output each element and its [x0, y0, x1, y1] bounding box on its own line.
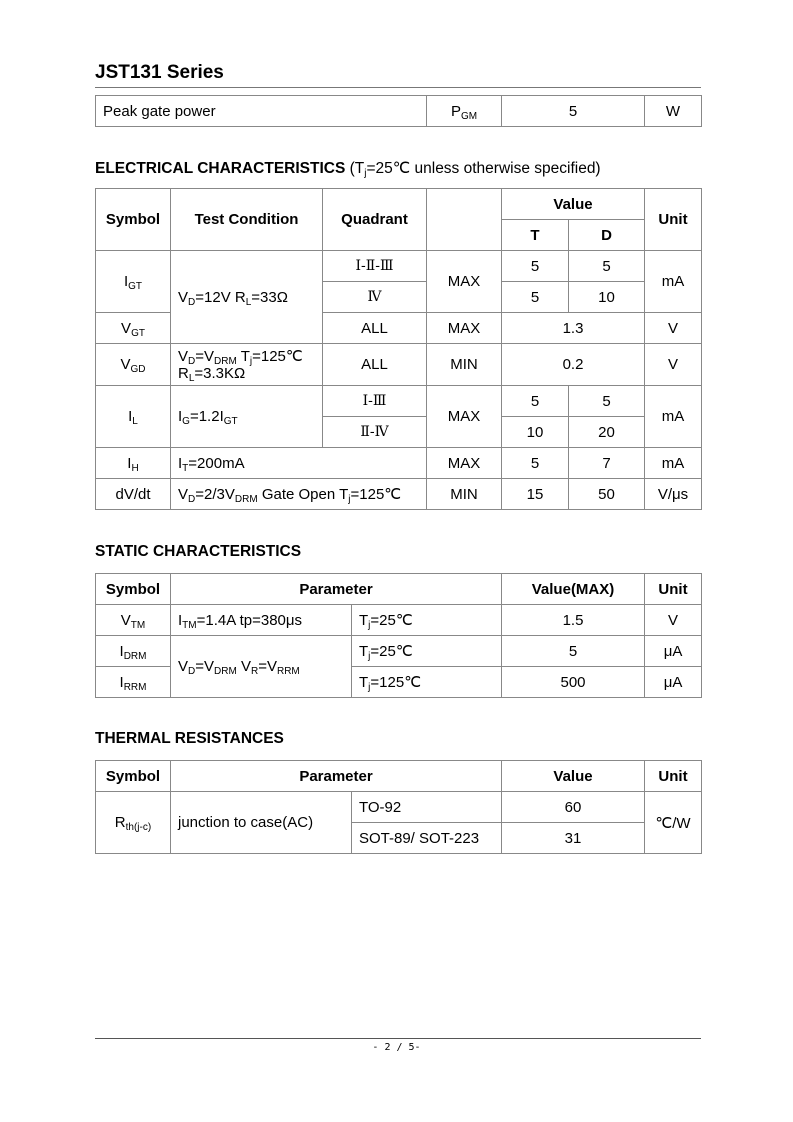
rth-value-1: 60: [502, 792, 645, 823]
dvdt-t-value: 15: [502, 479, 569, 510]
idrm-symbol: $I_{DRM}$: [96, 636, 171, 667]
footer-divider: [95, 1038, 701, 1039]
idrm-unit: μA: [645, 636, 702, 667]
vtm-condition: $I_{TM}=1.4A$ tp=380μs: [171, 605, 352, 636]
vgt-value: 1.3: [502, 313, 645, 344]
il-test-condition: $I_G=1.2I_{GT}$: [171, 386, 323, 448]
igt-vgt-test-condition: $V_D=12V$ $R_L=33\Omega$: [171, 251, 323, 344]
rth-unit: ℃/W: [645, 792, 702, 854]
static-col-header-unit: Unit: [645, 574, 702, 605]
rth-value-2: 31: [502, 823, 645, 854]
igt-quadrant-1: Ⅰ-Ⅱ-Ⅲ: [323, 251, 427, 282]
idrm-temperature: $T_j=25℃$: [352, 636, 502, 667]
vgd-unit: V: [645, 344, 702, 386]
il-quadrant-1: Ⅰ-Ⅲ: [323, 386, 427, 417]
rth-parameter: junction to case(AC): [171, 792, 352, 854]
vtm-temperature: $T_j=25℃$: [352, 605, 502, 636]
igt-quadrant-2: Ⅳ: [323, 282, 427, 313]
vgd-test-condition: $V_D=V_{DRM}$ $T_j=125℃$ $R_L=3.3K\Omega$: [171, 344, 323, 386]
il-t-value-1: 5: [502, 386, 569, 417]
igt-t-value-1: 5: [502, 251, 569, 282]
vgt-limit: MAX: [427, 313, 502, 344]
igt-unit: mA: [645, 251, 702, 313]
idrm-value: 5: [502, 636, 645, 667]
static-col-header-parameter: Parameter: [171, 574, 502, 605]
thermal-col-header-parameter: Parameter: [171, 761, 502, 792]
il-quadrant-2: Ⅱ-Ⅳ: [323, 417, 427, 448]
vgd-limit: MIN: [427, 344, 502, 386]
static-characteristics-table: [95, 573, 702, 698]
vgd-symbol: $V_{GD}$: [96, 344, 171, 386]
rth-package-2: SOT-89/ SOT-223: [352, 823, 502, 854]
ih-test-condition: $I_T=200mA$: [171, 448, 427, 479]
ih-symbol: $I_H$: [96, 448, 171, 479]
igt-limit: MAX: [427, 251, 502, 313]
vgd-quadrant: ALL: [323, 344, 427, 386]
dvdt-symbol: dV/dt: [96, 479, 171, 510]
il-d-value-1: 5: [569, 386, 645, 417]
peak-gate-power-unit: W: [645, 96, 702, 127]
ih-t-value: 5: [502, 448, 569, 479]
thermal-col-header-unit: Unit: [645, 761, 702, 792]
col-header-symbol: Symbol: [96, 189, 171, 251]
ih-d-value: 7: [569, 448, 645, 479]
rth-package-1: TO-92: [352, 792, 502, 823]
il-d-value-2: 20: [569, 417, 645, 448]
thermal-col-header-value: Value: [502, 761, 645, 792]
col-header-blank: [427, 189, 502, 251]
page-number: - 2 / 5-: [372, 1042, 421, 1053]
electrical-characteristics-heading: ELECTRICAL CHARACTERISTICS ($T_j=25℃$ unless otherwise specified): [95, 160, 601, 179]
col-header-unit: Unit: [645, 189, 702, 251]
thermal-resistances-heading: THERMAL RESISTANCES: [95, 730, 284, 747]
static-characteristics-heading: STATIC CHARACTERISTICS: [95, 543, 302, 560]
dvdt-test-condition: $V_D=2/3V_{DRM}$ Gate Open $T_j=125℃$: [171, 479, 427, 510]
irrm-symbol: $I_{RRM}$: [96, 667, 171, 698]
ih-limit: MAX: [427, 448, 502, 479]
igt-symbol: $I_{GT}$: [96, 251, 171, 313]
igt-d-value-2: 10: [569, 282, 645, 313]
dvdt-d-value: 50: [569, 479, 645, 510]
idrm-irrm-condition: $V_D=V_{DRM}$ $V_R=V_{RRM}$: [171, 636, 352, 698]
vgd-value: 0.2: [502, 344, 645, 386]
rth-symbol: $R_{th(j-c)}$: [96, 792, 171, 854]
peak-gate-power-label: Peak gate power: [96, 96, 427, 127]
igt-t-value-2: 5: [502, 282, 569, 313]
col-header-value: Value: [502, 189, 645, 220]
document-title: JST131 Series: [95, 62, 224, 83]
ih-unit: mA: [645, 448, 702, 479]
irrm-temperature: $T_j=125℃$: [352, 667, 502, 698]
irrm-unit: μA: [645, 667, 702, 698]
dvdt-limit: MIN: [427, 479, 502, 510]
vgt-symbol: $V_{GT}$: [96, 313, 171, 344]
col-header-quadrant: Quadrant: [323, 189, 427, 251]
igt-d-value-1: 5: [569, 251, 645, 282]
peak-gate-power-symbol: $P_{GM}$: [427, 96, 502, 127]
vtm-symbol: $V_{TM}$: [96, 605, 171, 636]
vtm-unit: V: [645, 605, 702, 636]
vgt-unit: V: [645, 313, 702, 344]
il-limit: MAX: [427, 386, 502, 448]
il-t-value-2: 10: [502, 417, 569, 448]
peak-gate-power-table: [95, 95, 702, 127]
static-col-header-symbol: Symbol: [96, 574, 171, 605]
electrical-conditions-note: ($T_j=25℃$ unless otherwise specified): [349, 160, 601, 179]
thermal-col-header-symbol: Symbol: [96, 761, 171, 792]
irrm-value: 500: [502, 667, 645, 698]
il-symbol: $I_L$: [96, 386, 171, 448]
vtm-value: 1.5: [502, 605, 645, 636]
vgt-quadrant: ALL: [323, 313, 427, 344]
peak-gate-power-value: 5: [502, 96, 645, 127]
il-unit: mA: [645, 386, 702, 448]
thermal-resistances-table: [95, 760, 702, 854]
dvdt-unit: V/μs: [645, 479, 702, 510]
title-divider: [95, 87, 701, 88]
col-header-t: T: [502, 220, 569, 251]
static-col-header-value: Value(MAX): [502, 574, 645, 605]
electrical-characteristics-table: [95, 188, 702, 510]
col-header-test-condition: Test Condition: [171, 189, 323, 251]
col-header-d: D: [569, 220, 645, 251]
